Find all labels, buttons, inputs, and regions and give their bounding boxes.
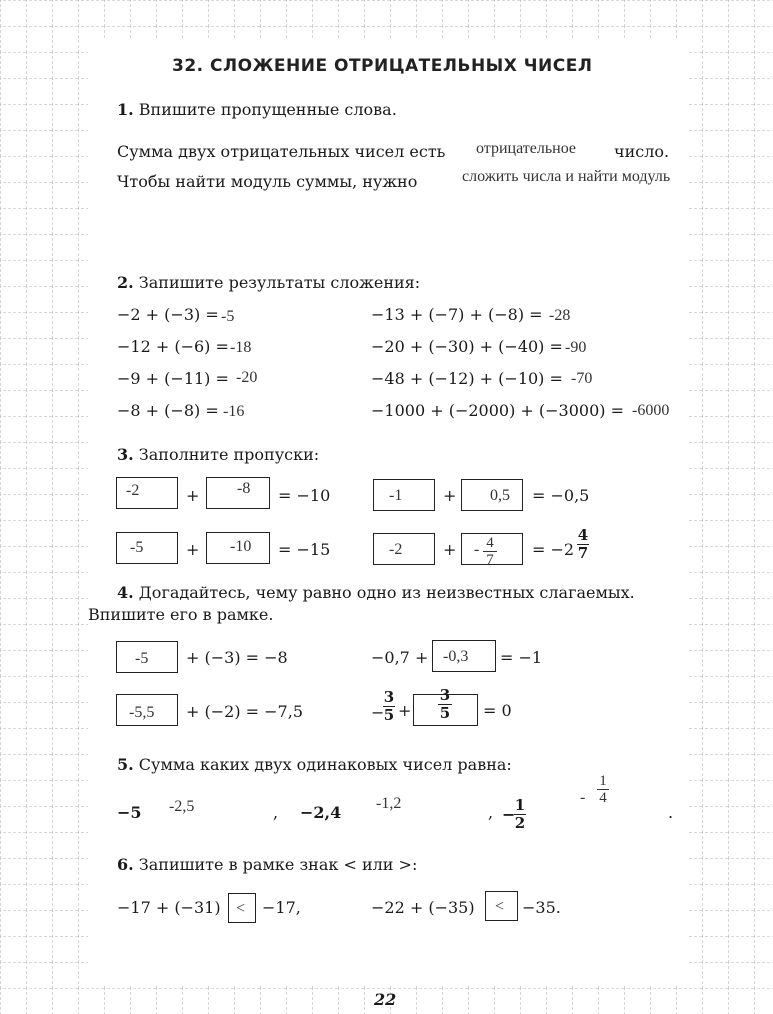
task6-heading: 6. Запишите в рамке знак < или >:: [117, 855, 418, 874]
task5-answer-2: -1,2: [376, 795, 402, 812]
task1-heading: 1. Впишите пропущенные слова.: [117, 100, 397, 119]
task5-comma-1: ,: [273, 803, 279, 822]
page-title: 32. СЛОЖЕНИЕ ОТРИЦАТЕЛЬНЫХ ЧИСЕЛ: [172, 56, 593, 76]
task2-left-expr-1: −2 + (−3) =: [117, 305, 219, 324]
task3-eq4-result-fraction: 4 7: [577, 526, 589, 562]
task1-line1-answer: отрицательное: [476, 140, 577, 157]
plus-sign: +: [398, 701, 412, 720]
task5-value-3-minus: −: [502, 805, 516, 824]
task4-eq2-rest: = −1: [500, 648, 543, 667]
task5-heading: 5. Сумма каких двух одинаковых чисел равна:: [117, 755, 512, 774]
task3-eq4-value-a: -2: [389, 541, 403, 558]
task3-eq2-value-b: 0,5: [490, 487, 510, 504]
task3-eq1-value-a: -2: [126, 482, 140, 499]
task1-line1-end: число.: [614, 142, 670, 161]
task4-eq4-box-fraction: 3 5: [439, 686, 451, 722]
task1-line2-answer: сложить числа и найти модуль: [462, 168, 671, 185]
task4-eq2-prefix: −0,7 +: [371, 648, 429, 667]
task3-eq1-result: = −10: [278, 486, 331, 505]
task4-eq3-value: -5,5: [129, 704, 155, 721]
page-number: 22: [374, 990, 397, 1009]
task2-left-answer-3: -20: [236, 369, 258, 386]
task2-right-expr-3: −48 + (−12) + (−10) =: [371, 369, 563, 388]
task6-eq2-right: −35.: [522, 898, 561, 917]
task1-line2-text: Чтобы найти модуль суммы, нужно: [117, 172, 418, 191]
task4-heading-line2: Впишите его в рамке.: [88, 605, 274, 624]
task5-comma-2: ,: [488, 803, 494, 822]
task3-eq1-value-b: -8: [237, 480, 251, 497]
plus-sign: +: [443, 540, 457, 559]
task2-left-expr-2: −12 + (−6) =: [117, 337, 229, 356]
task6-eq1-right: −17,: [262, 898, 301, 917]
task5-answer-3-minus: -: [580, 789, 586, 806]
task2-right-expr-4: −1000 + (−2000) + (−3000) =: [371, 401, 624, 420]
task1-line1-text: Сумма двух отрицательных чисел есть: [117, 142, 446, 161]
task3-eq3-result: = −15: [278, 540, 331, 559]
task2-heading: 2. Запишите результаты сложения:: [117, 273, 421, 292]
task3-eq2-value-a: -1: [389, 487, 403, 504]
task3-eq3-value-b: -10: [230, 538, 252, 555]
task5-answer-3-fraction: 1 4: [597, 773, 609, 806]
task3-eq4-minus: -: [474, 541, 480, 558]
task6-eq2-left: −22 + (−35): [371, 898, 475, 917]
task5-value-3-fraction: 1 2: [514, 796, 526, 832]
task3-eq4-fraction-b: 4 7: [483, 535, 497, 568]
task3-eq4-result: = −2: [532, 540, 575, 559]
task3-eq4-box-a[interactable]: [373, 533, 435, 565]
task4-heading-line1: 4. Догадайтесь, чему равно одно из неизвестных слагаемых.: [117, 583, 635, 602]
task4-eq4-rest: = 0: [483, 701, 512, 720]
task2-right-answer-3: -70: [571, 370, 593, 387]
task3-eq2-result: = −0,5: [532, 486, 590, 505]
task4-eq1-value: -5: [135, 650, 149, 667]
task4-eq4-minus: −: [371, 703, 385, 722]
task6-eq2-sign: <: [495, 898, 505, 915]
task2-right-answer-4: -6000: [632, 402, 670, 419]
task3-eq3-value-a: -5: [130, 539, 144, 556]
task6-eq1-left: −17 + (−31): [117, 898, 221, 917]
task4-eq3-rest: + (−2) = −7,5: [186, 702, 303, 721]
plus-sign: +: [186, 486, 200, 505]
task6-eq1-sign: <: [236, 900, 246, 917]
task2-left-answer-2: -18: [230, 339, 252, 356]
task3-eq2-box-a[interactable]: [373, 479, 435, 511]
task2-right-answer-2: -90: [565, 339, 587, 356]
task2-right-answer-1: -28: [549, 307, 571, 324]
task5-period: .: [668, 803, 674, 822]
task2-right-expr-2: −20 + (−30) + (−40) =: [371, 337, 563, 356]
task4-eq4-fraction: 3 5: [383, 688, 395, 724]
task2-right-expr-1: −13 + (−7) + (−8) =: [371, 305, 543, 324]
plus-sign: +: [443, 486, 457, 505]
task5-value-2: −2,4: [300, 803, 342, 822]
task5-answer-1: -2,5: [169, 798, 195, 815]
task3-heading: 3. Заполните пропуски:: [117, 445, 320, 464]
task2-left-expr-3: −9 + (−11) =: [117, 369, 229, 388]
task2-left-answer-4: -16: [223, 403, 245, 420]
task2-left-answer-1: -5: [221, 308, 235, 325]
task5-value-1: −5: [117, 803, 142, 822]
task4-eq2-value: -0,3: [443, 648, 469, 665]
task2-left-expr-4: −8 + (−8) =: [117, 401, 219, 420]
plus-sign: +: [186, 540, 200, 559]
task4-eq1-rest: + (−3) = −8: [186, 648, 288, 667]
task3-eq3-box-a[interactable]: [116, 532, 178, 564]
